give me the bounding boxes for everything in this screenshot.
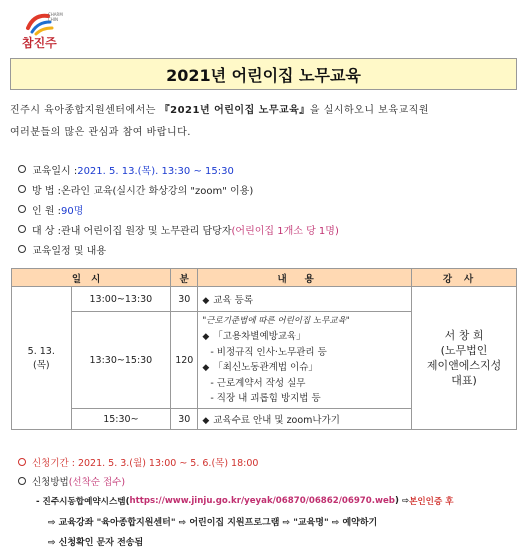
page-title: 2021년 어린이집 노무교육: [166, 65, 361, 85]
circle-bullet-icon: [18, 225, 26, 233]
circle-bullet-icon: [18, 477, 26, 485]
info-label: 방 법 :: [32, 185, 62, 197]
time-cell: 15:30~: [71, 409, 171, 430]
diamond-bullet-icon: ◆: [202, 296, 210, 306]
info-schedule: [18, 240, 518, 258]
table-row: [12, 287, 517, 312]
intro-highlight: 『2021년 어린이집 노무교육』: [159, 105, 310, 116]
info-label: 대 상 :: [32, 225, 62, 237]
apply-step-2: ⇨ 교육강좌 "육아종합지원센터" ⇨ 어린이집 지원프로그램 ⇨ "교육명" ⇨ 예약하기: [48, 517, 378, 528]
info-value: 90명: [61, 205, 84, 217]
apply-period: [18, 453, 523, 471]
time-cell: 13:30~15:30: [71, 312, 171, 409]
logo-brand: 참진주: [22, 36, 57, 50]
content-text: 교육수료 안내 및 zoom나가기: [213, 415, 340, 426]
logo-tag: CHARM CHIN: [48, 12, 63, 22]
info-method: [18, 180, 518, 198]
apply-step-3: ⇨ 신청확인 문자 전송됨: [48, 537, 144, 548]
diamond-bullet-icon: ◆: [202, 363, 210, 373]
content-cell: [198, 287, 412, 312]
circle-bullet-icon: [18, 165, 26, 173]
intro-after: 을 실시하오니 보육교직원: [309, 105, 429, 116]
content-item: ◆ 「최신노동관계법 이슈」: [202, 362, 318, 373]
info-date: [18, 160, 518, 178]
minutes-cell: 30: [171, 287, 198, 312]
lecturer-cell: [412, 287, 517, 430]
info-value: 2021. 5. 13.(목). 13:30 ~ 15:30: [77, 165, 234, 177]
table-header-row: [12, 269, 517, 287]
apply-period-text: 신청기간 : 2021. 5. 3.(월) 13:00 ~ 5. 6.(목) 18:00: [32, 458, 259, 469]
info-target: [18, 220, 518, 238]
circle-bullet-icon: [18, 458, 26, 466]
circle-bullet-icon: [18, 245, 26, 253]
lecturer-line: (노무법인: [440, 344, 488, 357]
apply-auth-text: 본인인증 후: [409, 497, 454, 507]
content-text: 교육 등록: [213, 295, 253, 306]
info-label: 인 원 :: [32, 205, 62, 217]
info-value: 관내 어린이집 원장 및 노무관리 담당자: [61, 225, 232, 237]
apply-method-note: (선착순 접수): [68, 477, 126, 488]
intro-before: 진주시 육아종합지원센터에서는: [10, 105, 160, 116]
lecturer-name: 서 창 희: [444, 329, 484, 342]
minutes-cell: 120: [171, 312, 198, 409]
apply-step-text: ) ⇨: [394, 496, 410, 506]
circle-bullet-icon: [18, 205, 26, 213]
content-heading: "근로기준법에 따른 어린이집 노무교육": [202, 316, 350, 326]
diamond-bullet-icon: ◆: [202, 332, 210, 342]
reservation-link[interactable]: https://www.jinju.go.kr/yeyak/06870/06862/06970.web: [129, 496, 395, 506]
day-text: (목): [32, 359, 50, 371]
intro-paragraph: [10, 100, 518, 144]
header-lecturer: 강사: [412, 269, 517, 287]
minutes-cell: 30: [171, 409, 198, 430]
content-cell: [198, 312, 412, 409]
apply-method: [18, 472, 523, 490]
date-text: 5. 13.: [27, 345, 55, 357]
content-item: - 비정규직 인사·노무관리 등: [210, 347, 327, 358]
info-value: 온라인 교육(실시간 화상강의 "zoom" 이용): [61, 185, 254, 197]
apply-method-label: 신청방법: [32, 477, 69, 488]
schedule-table: [11, 268, 517, 430]
info-count: [18, 200, 518, 218]
content-cell: [198, 409, 412, 430]
date-cell: [12, 287, 72, 430]
intro-line2: 여러분들의 많은 관심과 참여 바랍니다.: [10, 127, 191, 138]
lecturer-line: 대표): [451, 374, 477, 387]
city-logo: [20, 8, 72, 52]
content-item: - 직장 내 괴롭힘 방지법 등: [210, 393, 321, 404]
header-datetime: 일시: [12, 269, 171, 287]
info-label: 교육일시 :: [32, 165, 78, 177]
apply-step-text: - 진주시동합예약시스템(: [36, 497, 130, 507]
diamond-bullet-icon: ◆: [202, 416, 210, 426]
circle-bullet-icon: [18, 185, 26, 193]
lecturer-line: 제이앤에스지성: [426, 359, 502, 372]
content-item: - 근로계약서 작성 실무: [210, 378, 306, 389]
header-minutes: 분: [171, 269, 198, 287]
content-item: ◆ 「고용차별예방교육」: [202, 331, 306, 342]
info-label: 교육일정 및 내용: [32, 245, 106, 257]
time-cell: 13:00~13:30: [71, 287, 171, 312]
title-banner: [10, 58, 517, 90]
apply-step-1: [36, 492, 528, 510]
info-extra: (어린이집 1개소 당 1명): [231, 225, 339, 237]
header-content: 내용: [198, 269, 412, 287]
